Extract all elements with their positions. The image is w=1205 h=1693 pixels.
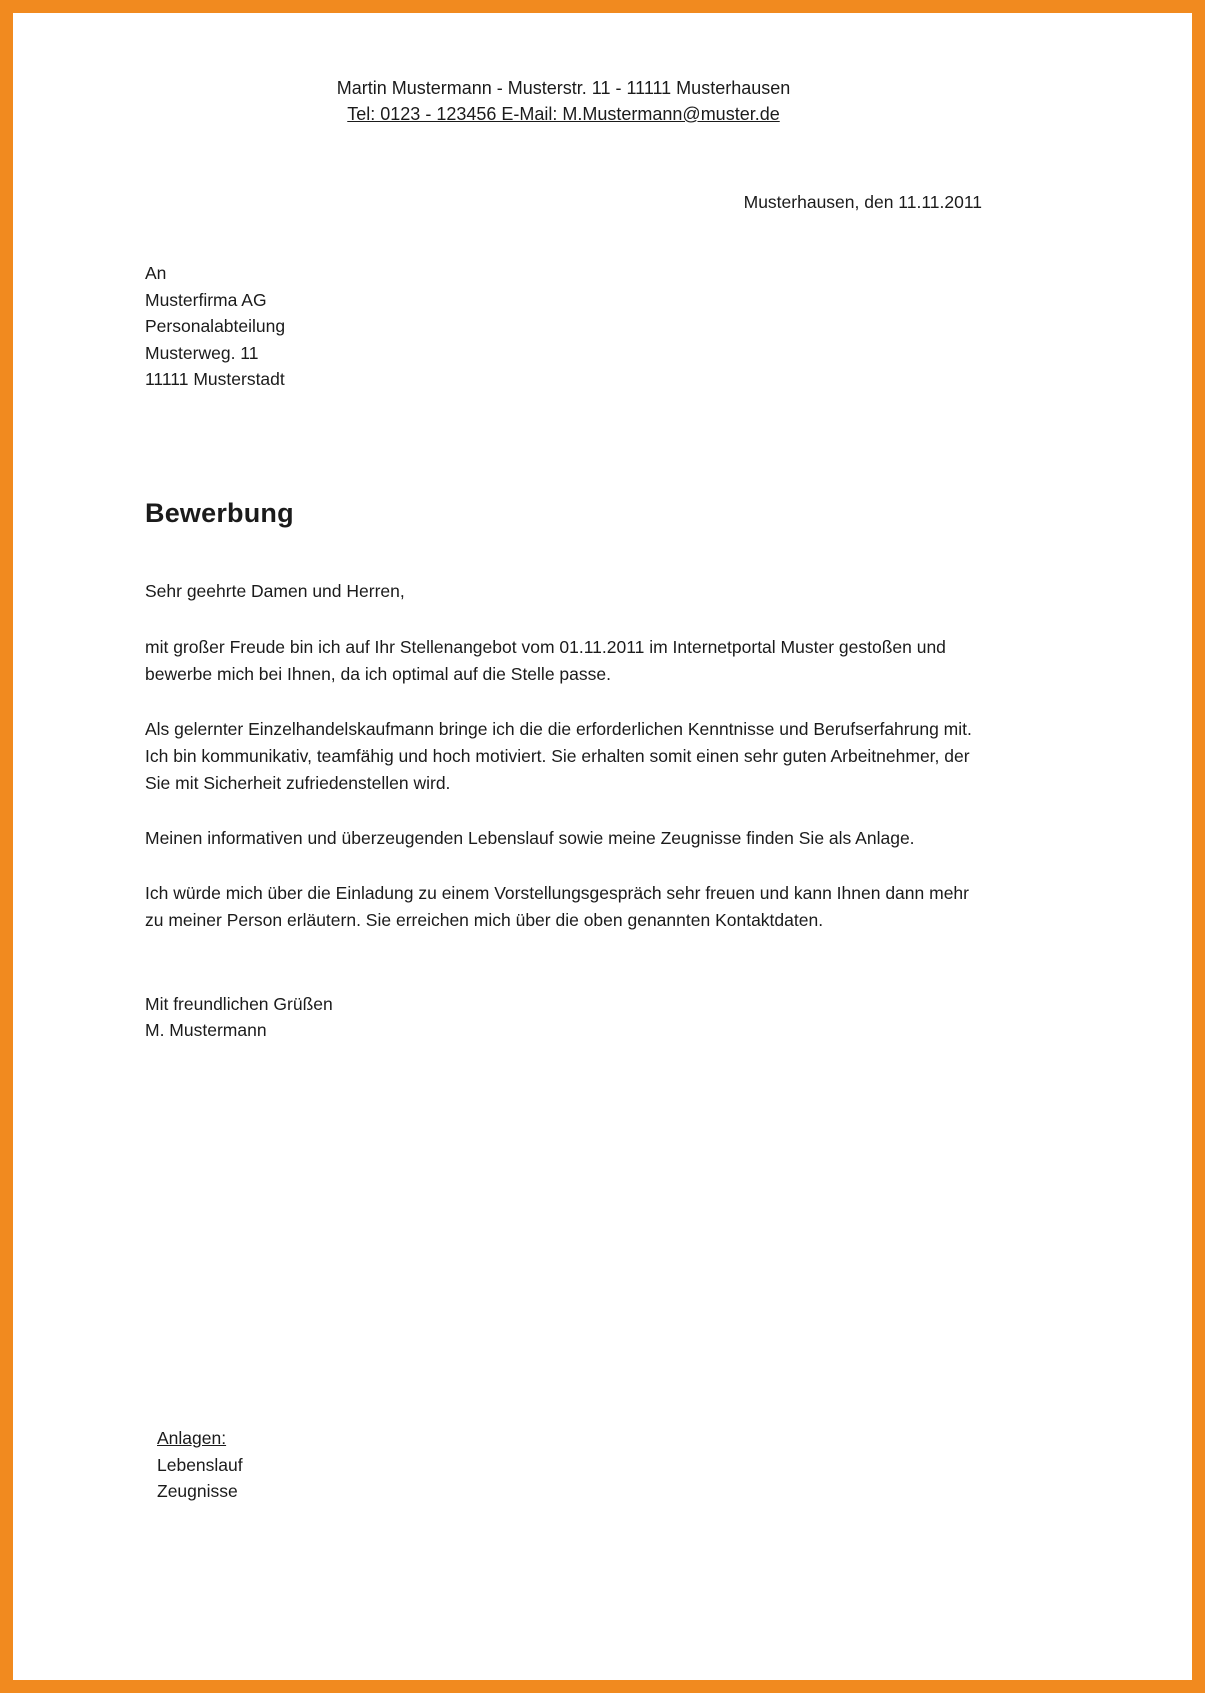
letter-content bbox=[13, 13, 1192, 1044]
closing-formula: Mit freundlichen Grüßen bbox=[145, 993, 333, 1014]
subject-heading: Bewerbung bbox=[145, 497, 294, 528]
recipient-line: An bbox=[145, 263, 167, 284]
sender-header bbox=[145, 75, 982, 127]
attachments-label: Anlagen: bbox=[157, 1428, 227, 1448]
recipient-line: 11111 Musterstadt bbox=[145, 369, 285, 390]
body-paragraph: mit großer Freude bin ich auf Ihr Stellenangebot vom 01.11.2011 im Internetportal Muster gestoßen und bewerbe mich bei Ihnen, da ich optimal auf die Stelle passe. bbox=[145, 636, 946, 684]
recipient-line: Musterfirma AG bbox=[145, 289, 267, 310]
recipient-line: Personalabteilung bbox=[145, 316, 286, 337]
sender-contact-details: Tel: 0123 - 123456 E-Mail: M.Mustermann@muster.de bbox=[347, 104, 780, 124]
attachment-item: Zeugnisse bbox=[157, 1481, 238, 1501]
sender-contact-line: Martin Mustermann - Musterstr. 11 - 11111 Musterhausen bbox=[336, 78, 791, 98]
attachments-block bbox=[157, 1425, 243, 1505]
body-paragraph: Ich würde mich über die Einladung zu einem Vorstellungsgespräch sehr freuen und kann Ihnen dann mehr zu meiner Person erläutern. Sie erreichen mich über die oben genannten Kontaktdaten. bbox=[145, 883, 969, 931]
recipient-line: Musterweg. 11 bbox=[145, 342, 259, 363]
salutation: Sehr geehrte Damen und Herren, bbox=[145, 581, 405, 602]
body-paragraph: Als gelernter Einzelhandelskaufmann bringe ich die die erforderlichen Kenntnisse und Berufserfahrung mit. Ich bin kommunikativ, teamfähig und hoch motiviert. Sie erhalten somit einen sehr guten Arbeitnehmer, der Sie mit Sicherheit zufriedenstellen wird. bbox=[145, 718, 972, 794]
closing-block bbox=[145, 991, 982, 1044]
closing-signature: M. Mustermann bbox=[145, 1020, 267, 1041]
recipient-address bbox=[145, 260, 982, 393]
attachment-item: Lebenslauf bbox=[157, 1454, 243, 1475]
date-line: Musterhausen, den 11.11.2011 bbox=[743, 192, 982, 212]
body-paragraph: Meinen informativen und überzeugenden Lebenslauf sowie meine Zeugnisse finden Sie als Anlage. bbox=[145, 828, 915, 849]
